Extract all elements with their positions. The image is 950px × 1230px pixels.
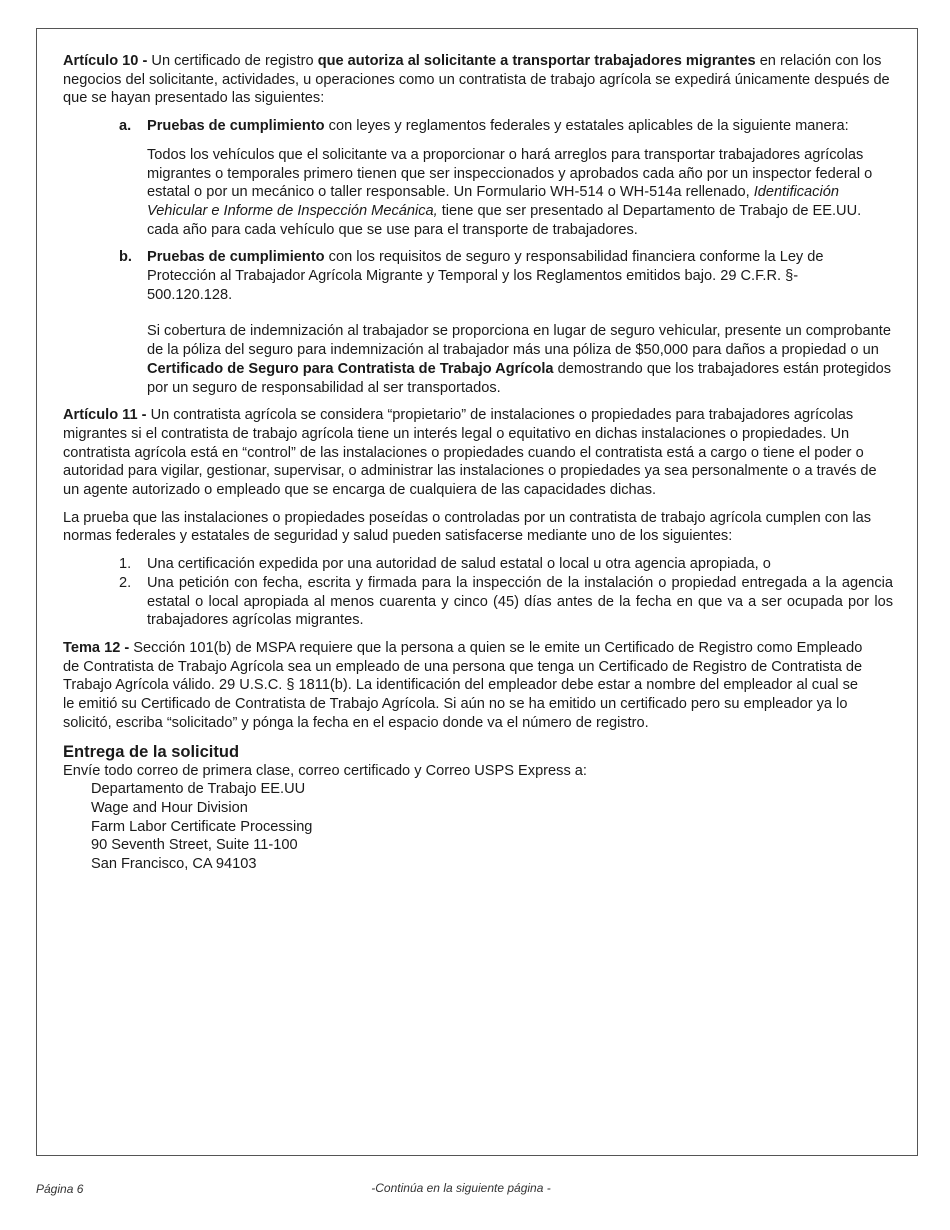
address-line-4: 90 Seventh Street, Suite 11-100 [91,837,298,854]
proof-item-1 [63,555,893,574]
article-10 [63,52,893,108]
article-11-label: Artículo 11 - [63,407,147,424]
address-line-2: Wage and Hour Division [91,799,248,816]
submission-intro: Envíe todo correo de primera clase, correo certificado y Correo USPS Express a: [63,762,587,779]
article-10-bold: que autoriza al solicitante a transportar trabajadores migrantes [317,53,756,69]
article-10-text-2: en relación con los negocios del solicitante, actividades, u operaciones como un contratista de trabajo agrícola se expedirá únicamente después de que se hayan presentado las siguientes: [63,53,890,107]
item-b-sub-text-1: Si cobertura de indemnización al trabajador se proporciona en lugar de seguro vehicular, presente un comprobante de la póliza del seguro para indemnización al trabajador más una póliza de $50,000 para daños a propiedad o un [147,323,891,359]
article-10-label: Artículo 10 - [63,53,148,69]
article-10-text-1: Un certificado de registro [147,53,318,69]
item-b-sub-text-2: demostrando que los trabajadores están protegidos por un seguro de responsabilidad al ser transportados. [147,360,892,396]
item-b-main [147,248,837,304]
proof-item-1-num: 1. [119,556,132,573]
item-b [63,248,893,397]
mailing-address [63,780,893,874]
item-a-sub-text-2: tiene que ser presentado al Departamento de Trabajo de EE.UU. cada año para cada vehículo que se use para el transporte de trabajadores. [147,202,862,238]
proof-item-2-text: Una petición con fecha, escrita y firmada para la inspección de la instalación o propiedad entregada a la agencia estatal o local apropiada al menos cuarenta y cinco (45) días antes de la fecha en que va a ser ocupada por los trabajadores agrícolas migrantes. [147,574,893,629]
proof-item-2 [63,574,893,630]
item-b-text: con los requisitos de seguro y responsabilidad financiera conforme la Ley de Protección al Trabajador Agrícola Migrante y Temporal y los Reglamentos emitidos bajo. 29 C.F.R. §- 500.120.128. [147,249,824,303]
item-b-bold: Pruebas de cumplimiento [147,249,325,266]
item-b-sub-bold: Certificado de Seguro para Contratista de Trabajo Agrícola [147,360,554,377]
item-b-sub [147,322,893,397]
proof-item-2-num: 2. [119,574,132,591]
article-11 [63,406,893,500]
item-a-text: con leyes y reglamentos federales y estatales aplicables de la siguiente manera: [324,118,849,135]
proof-item-1-text: Una certificación expedida por una autoridad de salud estatal o local u otra agencia apropiada, o [147,556,771,573]
article-11-text: Un contratista agrícola se considera “propietario” de instalaciones o propiedades para trabajadores agrícolas migrantes si el contratista de trabajo agrícola tiene un interés legal o equitativo en dichas instalaciones o propiedades. Un contratista agrícola está en “control” de las instalaciones o propiedades cuando el contratista está a cargo o tiene el poder o autoridad para vigilar, gestionar, supervisar, o administrar las instalaciones o propiedades ya sea personalmente o a través de un agente autorizado o empleado que se encarga de cualquiera de las capacidades dichas. [63,407,877,499]
proof-intro: La prueba que las instalaciones o propiedades poseídas o controladas por un contratista de trabajo agrícola cumplen con las normas federales y estatales de seguridad y salud pueden satisfacerse mediante uno de los siguientes: [63,509,872,545]
item-a [63,117,893,239]
address-line-5: San Francisco, CA 94103 [91,856,257,873]
submission-heading: Entrega de la solicitud [63,742,240,761]
tema-12-label: Tema 12 - [63,639,130,656]
tema-12 [63,639,873,733]
address-line-1: Departamento de Trabajo EE.UU [91,781,306,798]
item-b-label: b. [119,249,132,266]
item-a-bold: Pruebas de cumplimiento [147,118,325,135]
item-a-main [147,117,893,136]
item-a-sub-italic: Identificación Vehicular e Informe de Inspección Mecánica, [147,184,839,219]
address-line-3: Farm Labor Certificate Processing [91,818,313,835]
document-body [63,52,893,874]
item-a-sub-text-1: Todos los vehículos que el solicitante va a proporcionar o hará arreglos para transportar trabajadores agrícolas migrantes o temporales primero tienen que ser inspeccionados y aprobados cada año por un inspector federal o estatal o por un mecánico o taller responsable. Un Formulario WH-514 o WH-514a rellenado, [147,146,873,201]
page-number: Página 6 [36,1182,84,1196]
item-a-label: a. [119,118,132,135]
continue-notice: -Continúa en la siguiente página - [371,1181,551,1195]
item-a-sub [147,146,893,240]
tema-12-text: Sección 101(b) de MSPA requiere que la persona a quien se le emite un Certificado de Registro como Empleado de Contratista de Trabajo Agrícola sea un empleado de una persona que tenga un Certificado de Registro de Contratista de Trabajo Agrícola válido. 29 U.S.C. § 1811(b). La identificación del empleador debe estar a nombre del empleador al cual se le emitió su Certificado de Contratista de Trabajo Agrícola. Si aún no se ha emitido un certificado pero su empleador ya lo solicitó, escriba “solicitado” y pónga la fecha en el espacio donde va el número de registro. [63,639,863,731]
